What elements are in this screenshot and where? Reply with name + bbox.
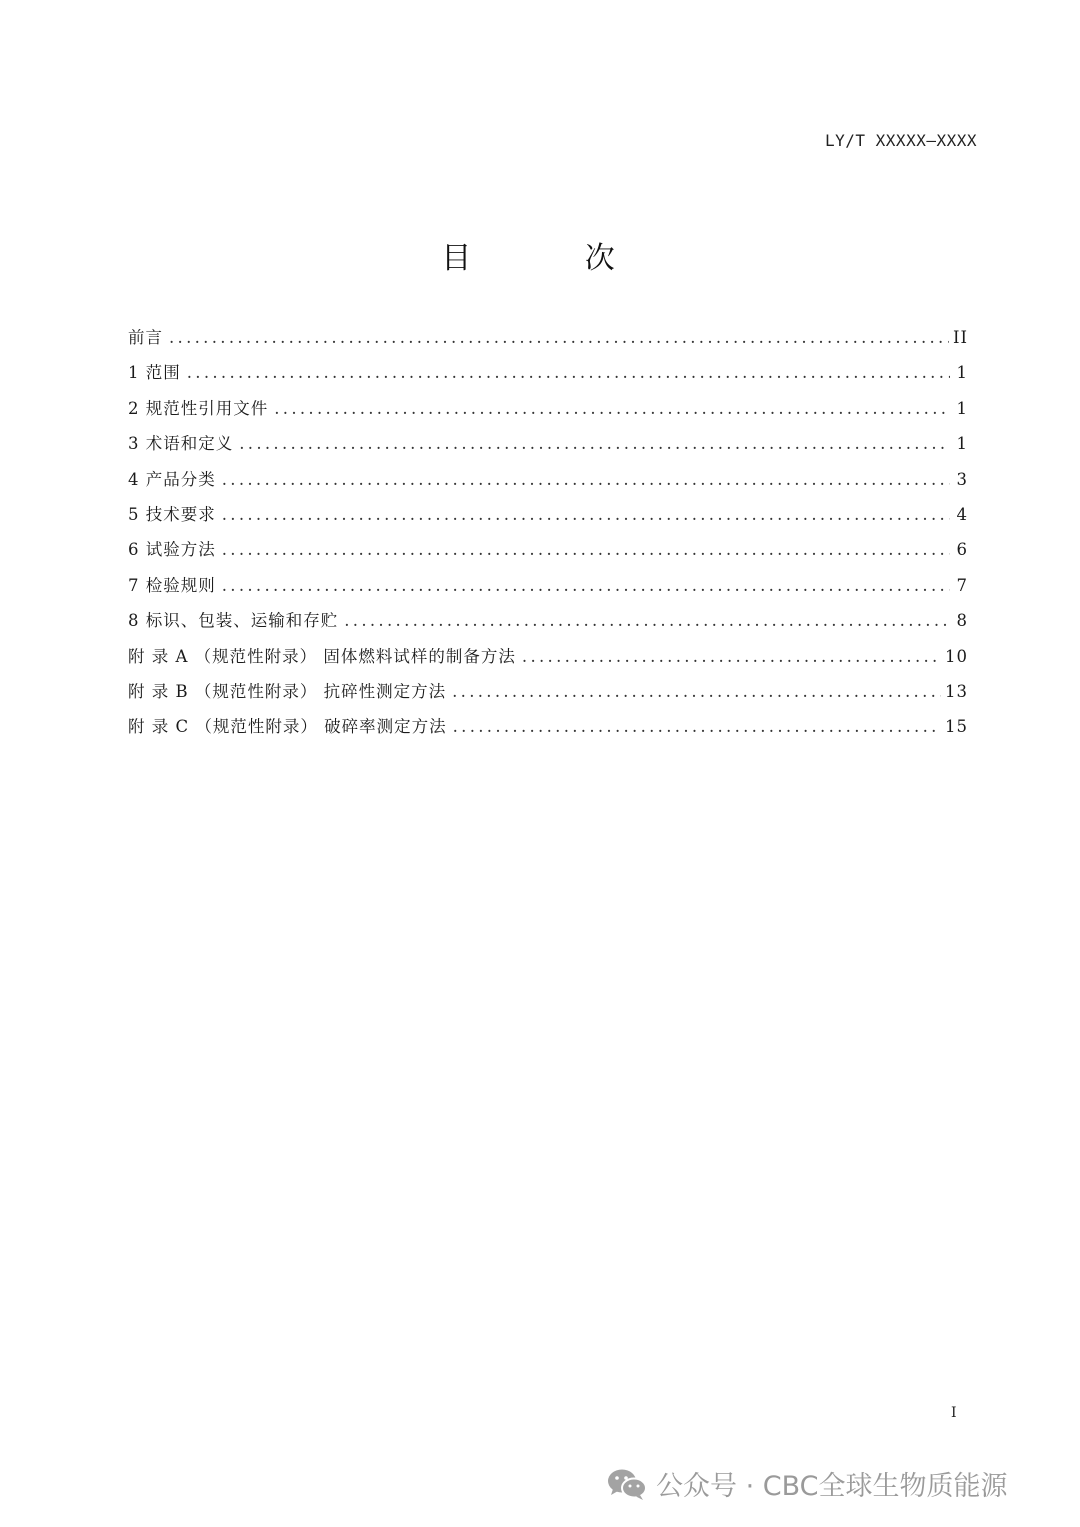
toc-entry-label: 8 标识、包装、运输和存贮 (128, 611, 339, 631)
toc-leader-dots (222, 568, 950, 603)
watermark (606, 1464, 1008, 1503)
toc-entry-label: 6 试验方法 (128, 540, 216, 560)
toc-entry-label: 4 产品分类 (128, 469, 216, 489)
toc-leader-dots (187, 355, 950, 390)
document-code: LY/T XXXXX—XXXX (825, 131, 977, 150)
toc-leader-dots (344, 603, 950, 638)
toc-title: 目 次 (441, 241, 667, 276)
toc-entry-label: 附 录 B （规范性附录） 抗碎性测定方法 (128, 681, 447, 701)
toc-entry-normative-references[interactable] (128, 391, 968, 426)
toc-leader-dots (453, 709, 941, 744)
toc-entry-page: II (952, 328, 968, 347)
toc-entry-technical-requirements[interactable] (128, 497, 968, 532)
toc-entry-test-methods[interactable] (128, 532, 968, 567)
toc-entry-inspection-rules[interactable] (128, 568, 968, 603)
toc-entry-label: 附 录 A （规范性附录） 固体燃料试样的制备方法 (128, 646, 516, 666)
toc-entry-page: 6 (956, 540, 968, 560)
toc-leader-dots (222, 462, 950, 497)
toc-leader-dots (274, 391, 950, 426)
toc-entry-appendix-a[interactable] (128, 639, 968, 674)
toc-entry-label: 附 录 C （规范性附录） 破碎率测定方法 (128, 717, 447, 737)
toc-entry-label: 前言 (128, 328, 163, 347)
table-of-contents (128, 320, 968, 745)
toc-entry-page: 7 (956, 575, 968, 595)
toc-entry-label: 5 技术要求 (128, 504, 216, 524)
toc-entry-page: 1 (956, 434, 968, 454)
toc-entry-page: 4 (956, 504, 968, 524)
toc-entry-foreword[interactable] (128, 320, 968, 355)
toc-entry-appendix-c[interactable] (128, 709, 968, 744)
toc-leader-dots (239, 426, 950, 461)
toc-entry-page: 10 (945, 646, 968, 666)
toc-entry-scope[interactable] (128, 355, 968, 390)
toc-entry-terms-definitions[interactable] (128, 426, 968, 461)
toc-entry-label: 2 规范性引用文件 (128, 398, 269, 418)
toc-entry-label: 1 范围 (128, 363, 181, 383)
toc-leader-dots (222, 497, 950, 532)
toc-entry-marking-packaging[interactable] (128, 603, 968, 638)
toc-entry-product-classification[interactable] (128, 462, 968, 497)
toc-entry-label: 7 检验规则 (128, 575, 216, 595)
toc-entry-page: 1 (956, 398, 968, 418)
toc-entry-page: 3 (956, 469, 968, 489)
toc-entry-page: 8 (956, 611, 968, 631)
page-number: I (951, 1405, 957, 1421)
toc-entry-page: 13 (945, 681, 968, 701)
toc-entry-page: 1 (956, 363, 968, 383)
toc-leader-dots (522, 639, 941, 674)
toc-leader-dots (222, 532, 950, 567)
toc-entry-label: 3 术语和定义 (128, 434, 234, 454)
toc-leader-dots (452, 674, 941, 709)
watermark-text: 公众号 · CBC全球生物质能源 (656, 1471, 1008, 1502)
toc-entry-appendix-b[interactable] (128, 674, 968, 709)
wechat-icon (606, 1467, 648, 1501)
toc-leader-dots (169, 320, 949, 355)
toc-entry-page: 15 (945, 717, 968, 737)
